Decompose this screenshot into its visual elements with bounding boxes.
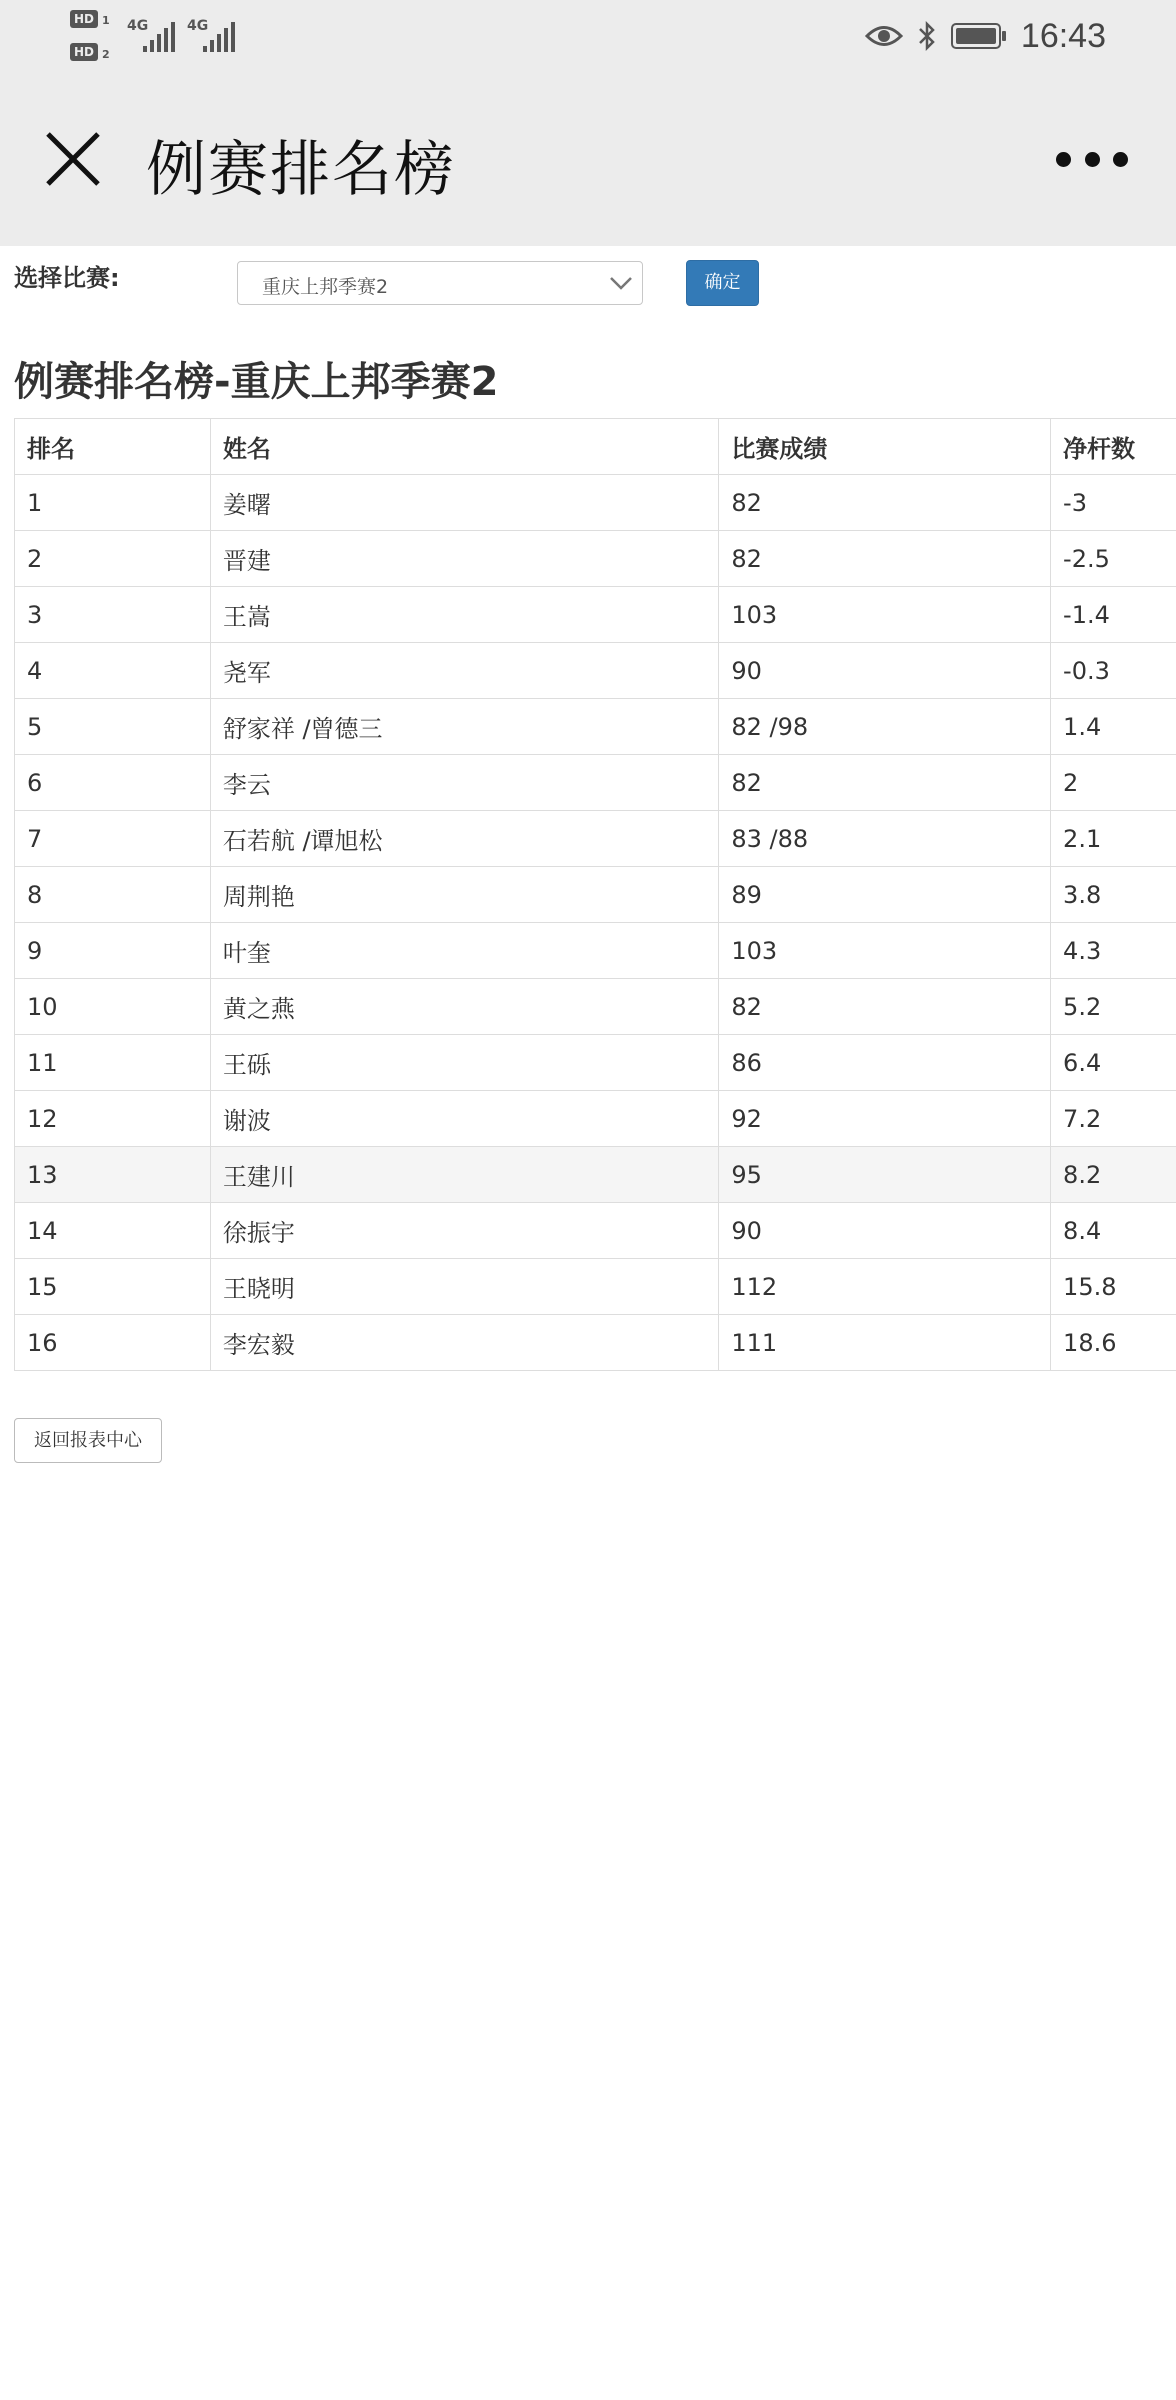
table-row <box>15 643 1176 699</box>
cell-net: 15.8 <box>1051 1259 1176 1315</box>
cell-rank: 4 <box>15 643 211 699</box>
cell-score: 111 <box>719 1315 1051 1371</box>
table-row <box>15 587 1176 643</box>
cell-rank: 14 <box>15 1203 211 1259</box>
signal-icon-2 <box>203 20 235 52</box>
table-row <box>15 1315 1176 1371</box>
cell-rank: 8 <box>15 867 211 923</box>
match-select[interactable] <box>237 261 643 305</box>
cell-name: 晋建 <box>210 531 719 587</box>
table-row <box>15 1259 1176 1315</box>
cell-name: 李云 <box>210 755 719 811</box>
cell-name: 姜曙 <box>210 475 719 531</box>
cell-rank: 7 <box>15 811 211 867</box>
cell-rank: 16 <box>15 1315 211 1371</box>
table-row <box>15 923 1176 979</box>
cell-net: 2 <box>1051 755 1176 811</box>
cell-net: 2.1 <box>1051 811 1176 867</box>
sim1-index: 1 <box>102 14 110 27</box>
network-type-1: 4G <box>127 18 149 34</box>
cell-name: 李宏毅 <box>210 1315 719 1371</box>
cell-score: 103 <box>719 587 1051 643</box>
cell-name: 叶奎 <box>210 923 719 979</box>
cell-score: 82 <box>719 755 1051 811</box>
cell-rank: 5 <box>15 699 211 755</box>
status-bar <box>0 0 1176 74</box>
table-row <box>15 979 1176 1035</box>
sim2-index: 2 <box>102 48 110 61</box>
cell-net: -1.4 <box>1051 587 1176 643</box>
cell-net: 18.6 <box>1051 1315 1176 1371</box>
back-to-reports-button[interactable]: 返回报表中心 <box>14 1418 162 1463</box>
cell-net: -0.3 <box>1051 643 1176 699</box>
ranking-table <box>14 418 1176 1371</box>
window-title: 例赛排名榜 <box>146 135 456 205</box>
cell-score: 103 <box>719 923 1051 979</box>
cell-score: 82 <box>719 475 1051 531</box>
more-icon[interactable] <box>1056 144 1128 174</box>
cell-rank: 15 <box>15 1259 211 1315</box>
more-dot <box>1085 152 1100 167</box>
header-name: 姓名 <box>210 419 719 475</box>
table-row <box>15 755 1176 811</box>
table-row <box>15 1091 1176 1147</box>
page-title: 例赛排名榜-重庆上邦季赛2 <box>14 359 499 405</box>
header-net: 净杆数 <box>1051 419 1176 475</box>
cell-score: 82 /98 <box>719 699 1051 755</box>
cell-net: 4.3 <box>1051 923 1176 979</box>
more-dot <box>1113 152 1128 167</box>
cell-rank: 12 <box>15 1091 211 1147</box>
table-row <box>15 699 1176 755</box>
cell-score: 83 /88 <box>719 811 1051 867</box>
cell-name: 谢波 <box>210 1091 719 1147</box>
cell-rank: 11 <box>15 1035 211 1091</box>
signal-icon <box>143 20 175 52</box>
cell-score: 82 <box>719 531 1051 587</box>
chevron-down-icon <box>608 272 634 294</box>
cell-score: 82 <box>719 979 1051 1035</box>
table-row <box>15 475 1176 531</box>
cell-score: 95 <box>719 1147 1051 1203</box>
cell-name: 王嵩 <box>210 587 719 643</box>
header-rank: 排名 <box>15 419 211 475</box>
cell-rank: 10 <box>15 979 211 1035</box>
cell-rank: 13 <box>15 1147 211 1203</box>
signal-group <box>70 8 250 68</box>
confirm-button[interactable]: 确定 <box>686 260 759 306</box>
close-icon[interactable] <box>38 124 108 194</box>
table-row <box>15 867 1176 923</box>
table-row <box>15 531 1176 587</box>
table-header-row <box>15 419 1176 475</box>
cell-name: 王砾 <box>210 1035 719 1091</box>
table-row <box>15 1203 1176 1259</box>
cell-name: 尧军 <box>210 643 719 699</box>
header-score: 比赛成绩 <box>719 419 1051 475</box>
table-row <box>15 1035 1176 1091</box>
clock: 16:43 <box>1020 16 1106 55</box>
title-bar <box>0 74 1176 246</box>
cell-rank: 2 <box>15 531 211 587</box>
cell-net: 6.4 <box>1051 1035 1176 1091</box>
network-type-2: 4G <box>187 18 209 34</box>
cell-net: 8.2 <box>1051 1147 1176 1203</box>
cell-net: 8.4 <box>1051 1203 1176 1259</box>
battery-icon <box>951 23 1007 49</box>
cell-net: -3 <box>1051 475 1176 531</box>
cell-rank: 3 <box>15 587 211 643</box>
cell-rank: 1 <box>15 475 211 531</box>
match-select-value: 重庆上邦季赛2 <box>262 276 389 298</box>
sim2-hd-badge: HD <box>70 43 98 61</box>
cell-name: 舒家祥 /曾德三 <box>210 699 719 755</box>
cell-net: 1.4 <box>1051 699 1176 755</box>
table-row <box>15 811 1176 867</box>
cell-score: 112 <box>719 1259 1051 1315</box>
cell-net: -2.5 <box>1051 531 1176 587</box>
cell-rank: 6 <box>15 755 211 811</box>
more-dot <box>1056 152 1071 167</box>
cell-name: 石若航 /谭旭松 <box>210 811 719 867</box>
cell-name: 黄之燕 <box>210 979 719 1035</box>
cell-net: 3.8 <box>1051 867 1176 923</box>
match-select-label: 选择比赛: <box>14 264 120 292</box>
cell-net: 5.2 <box>1051 979 1176 1035</box>
cell-score: 92 <box>719 1091 1051 1147</box>
table-row <box>15 1147 1176 1203</box>
cell-name: 徐振宇 <box>210 1203 719 1259</box>
cell-net: 7.2 <box>1051 1091 1176 1147</box>
cell-score: 90 <box>719 643 1051 699</box>
cell-score: 89 <box>719 867 1051 923</box>
bluetooth-icon <box>917 20 937 52</box>
cell-score: 90 <box>719 1203 1051 1259</box>
cell-score: 86 <box>719 1035 1051 1091</box>
eye-icon <box>865 23 903 49</box>
cell-name: 周荆艳 <box>210 867 719 923</box>
cell-rank: 9 <box>15 923 211 979</box>
cell-name: 王建川 <box>210 1147 719 1203</box>
sim1-hd-badge: HD <box>70 10 98 28</box>
cell-name: 王晓明 <box>210 1259 719 1315</box>
